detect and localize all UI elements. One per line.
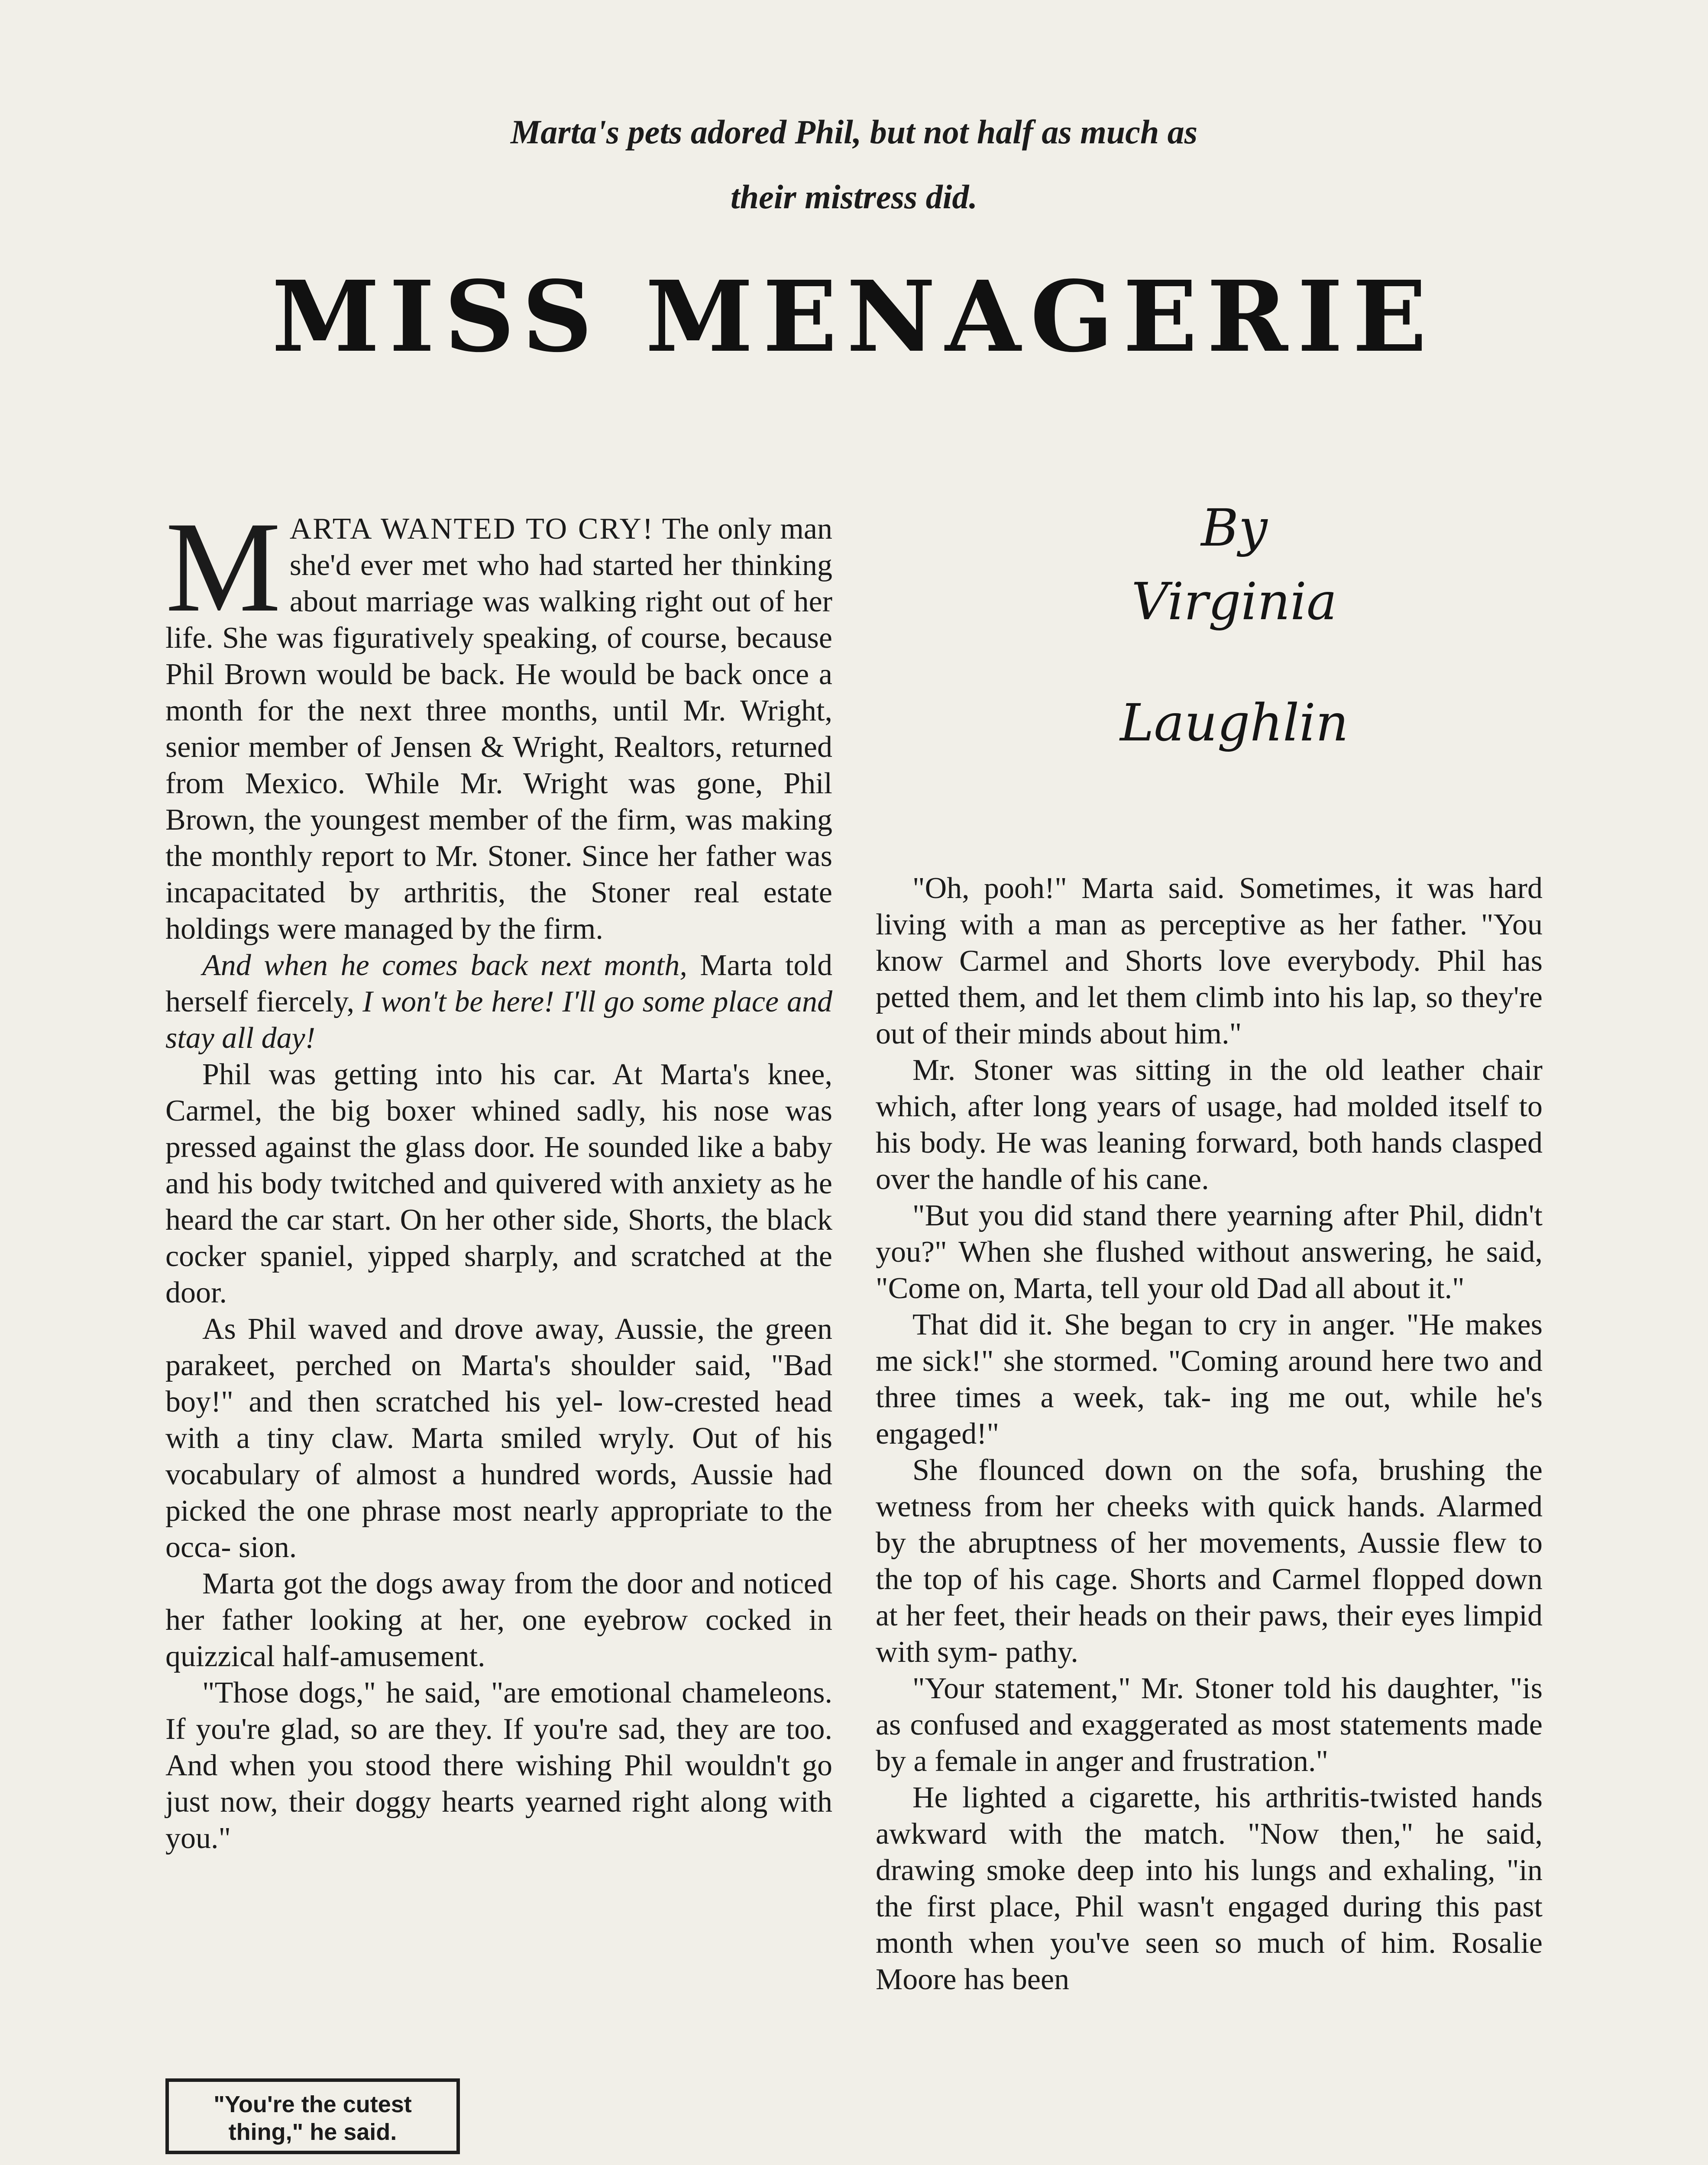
paragraph-text: The only man she'd ever met who had started her thinking about marriage was walking right out of her life. She was figuratively speaking, of course, because Phil Brown would be back. He would be back once a month for the next three months, until Mr. Wright, senior member of Jensen & Wright, Realtors, returned from Mexico. While Mr. Wright was gone, Phil Brown, the youngest member of the firm, was making the monthly report to Mr. Stoner. Since her father was incapacitated by arthritis, the Stoner real estate holdings were managed by the firm. bbox=[165, 512, 833, 946]
paragraph: As Phil waved and drove away, Aussie, the green parakeet, perched on Marta's shoulder said, "Bad boy!" and then scratched his yel- low-crested head with a tiny claw. Marta smiled wryly. Out of his vocabulary of almost a hundred words, Aussie had picked the one phrase most nearly appropriate to the occa- sion. bbox=[165, 1312, 832, 1564]
paragraph: Phil was getting into his car. At Marta's knee, Carmel, the big boxer whined sadly, his nose was pressed against the glass door. He sounded like a baby and his body twitched and quivered with anxiety as he heard the car start. On her other side, Shorts, the black cocker spaniel, yipped sharply, and scratched at the door. bbox=[165, 1058, 832, 1309]
pull-quote-line-1: "You're the cutest bbox=[214, 2091, 412, 2117]
paragraph-text: Marta told herself fiercely, bbox=[165, 949, 832, 1018]
drop-cap: M bbox=[165, 495, 281, 639]
blurb-line-1: Marta's pets adored Phil, but not half as much as bbox=[510, 113, 1198, 151]
paragraph: "But you did stand there yearning after Phil, didn't you?" When she flushed without answering, he said, "Come on, Marta, tell your old Dad all about it." bbox=[876, 1199, 1543, 1305]
story-title: MISS MENAGERIE bbox=[272, 260, 1436, 374]
right-column bbox=[876, 870, 1543, 1998]
blurb-line-2: their mistress did. bbox=[731, 178, 977, 216]
byline-first-name: Virginia bbox=[1131, 572, 1337, 631]
paragraph: Mr. Stoner was sitting in the old leather chair which, after long years of usage, had molded itself to his body. He was leaning forward, both hands clasped over the handle of his cane. bbox=[876, 1053, 1543, 1196]
paragraph: He lighted a cigarette, his arthritis-twisted hands awkward with the match. "Now then," he said, drawing smoke deep into his lungs and exhaling, "in the first place, Phil wasn't engaged during this past month when you've seen so much of him. Rosalie Moore has been bbox=[876, 1781, 1543, 1996]
paragraph bbox=[165, 495, 833, 947]
paragraph bbox=[165, 947, 832, 1057]
pull-quote-line-2: thing," he said. bbox=[228, 2119, 397, 2145]
paragraph: "Your statement," Mr. Stoner told his daughter, "is as confused and exaggerated as most statements made by a female in anger and frustration." bbox=[876, 1672, 1543, 1778]
italic-text: I won't be here! I'll go some place and stay all day! bbox=[165, 985, 832, 1055]
paragraph: "Oh, pooh!" Marta said. Sometimes, it was hard living with a man as perceptive as her father. "You know Carmel and Shorts love everybody. Phil has petted them, and let them climb into his lap, so they're out of their minds about him." bbox=[876, 872, 1543, 1050]
paragraph: She flounced down on the sofa, brushing the wetness from her cheeks with quick hands. Alarmed by the abruptness of her movements, Aussie flew to the top of his cage. Shorts and Carmel flopped down at her feet, their heads on their paws, their eyes limpid with sym- pathy. bbox=[876, 1454, 1543, 1669]
italic-text: And when he comes back next month, bbox=[202, 949, 687, 982]
paragraph: "Those dogs," he said, "are emotional chameleons. If you're glad, so are they. If you're sad, they are too. And when you stood there wishing Phil wouldn't go just now, their doggy hearts yearned right along with you." bbox=[165, 1676, 832, 1855]
byline-by: By bbox=[1201, 498, 1268, 558]
paragraph: That did it. She began to cry in anger. "He makes me sick!" she stormed. "Coming around here two and three times a week, tak- ing me out, while he's engaged!" bbox=[876, 1308, 1543, 1451]
opening-caps: ARTA WANTED TO CRY! bbox=[289, 512, 654, 546]
byline-last-name: Laughlin bbox=[1120, 693, 1349, 753]
left-column bbox=[165, 495, 833, 1857]
paragraph: Marta got the dogs away from the door and noticed her father looking at her, one eyebrow cocked in quizzical half-amusement. bbox=[165, 1567, 832, 1673]
pull-quote-box bbox=[165, 2078, 460, 2154]
